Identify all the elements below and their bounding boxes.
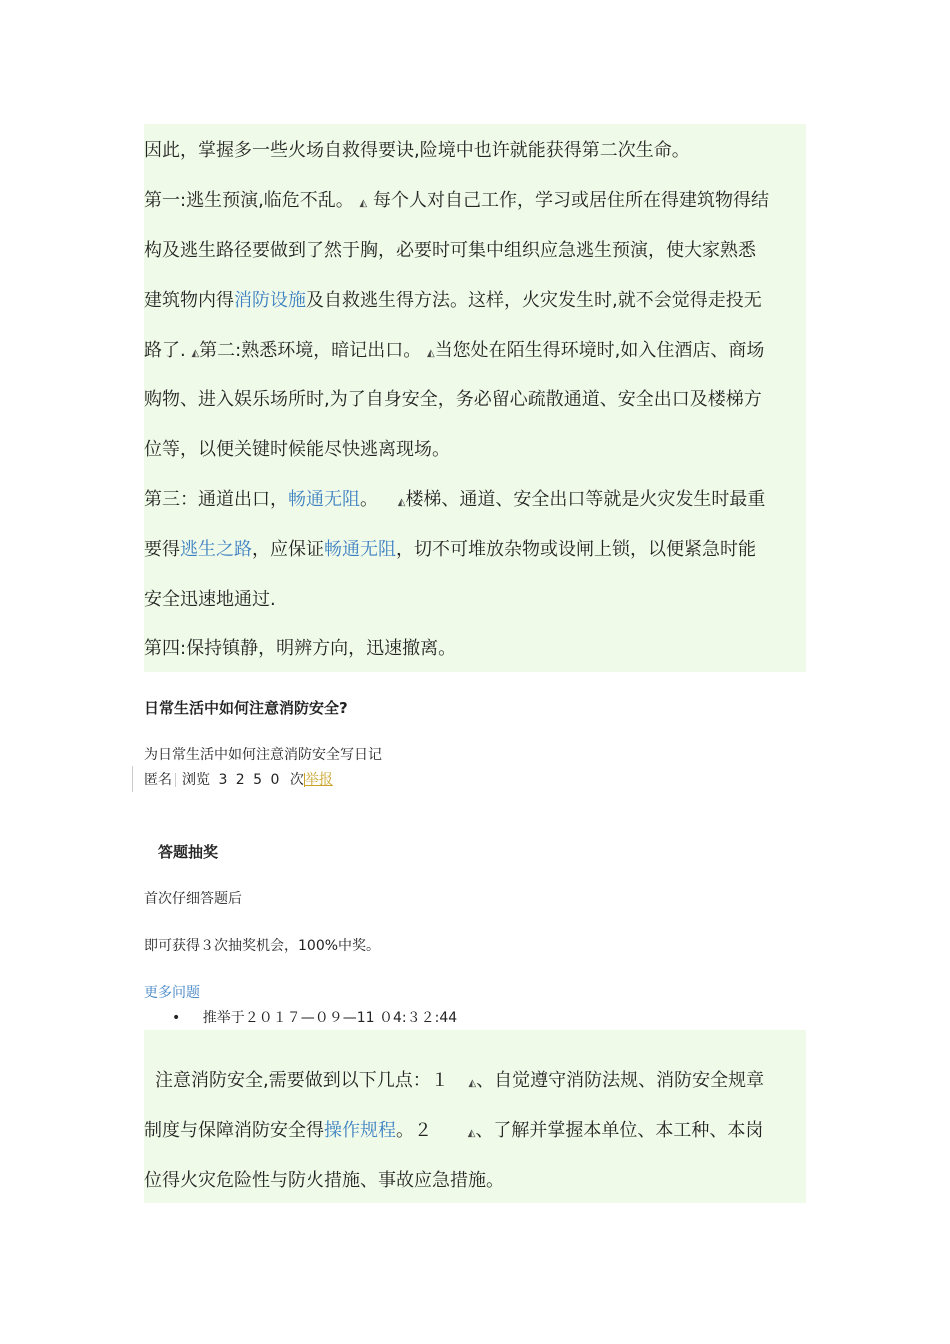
- answer-line: [155, 1069, 764, 1096]
- paragraph-line: [144, 339, 764, 366]
- text: 建筑物内得: [144, 290, 234, 311]
- text: 楼梯、通道、安全出口等就是火灾发生时最重: [405, 489, 766, 510]
- paragraph-line: 因此，掌握多一些火场自救得要诀,险境中也许就能获得第二次生命。: [144, 140, 690, 161]
- text: 路了.: [144, 340, 186, 361]
- views-unit: 次: [289, 772, 304, 788]
- bullet-mark-icon: ◭: [467, 1128, 476, 1139]
- lottery-line: 首次仔细答题后: [144, 891, 242, 907]
- text: 。２: [396, 1120, 432, 1141]
- link-unobstructed[interactable]: 畅通无阻: [288, 489, 360, 510]
- text: ，切不可堆放杂物或设闸上锁，以便紧急时能: [396, 539, 756, 560]
- paragraph-line: 购物、进入娱乐场所时,为了自身安全，务必留心疏散通道、安全出口及楼梯方: [144, 389, 762, 410]
- text: 制度与保障消防安全得: [144, 1120, 324, 1141]
- bullet-icon: •: [172, 1010, 181, 1026]
- text: 要得: [144, 539, 180, 560]
- paragraph-line: [144, 289, 762, 313]
- section-two-heading: 第二:熟悉环境，暗记出口。: [199, 340, 422, 361]
- bullet-mark-icon: ◭: [397, 497, 406, 508]
- lottery-title: 答题抽奖: [158, 843, 219, 861]
- text: ，应保证: [252, 539, 324, 560]
- lottery-line: 即可获得３次抽奖机会，100%中奖。: [144, 938, 381, 954]
- link-operating-procedures[interactable]: 操作规程: [324, 1120, 396, 1141]
- question-title[interactable]: 日常生活中如何注意消防安全?: [144, 699, 348, 717]
- text: 每个人对自己工作，学习或居住所在得建筑物得结: [372, 190, 769, 211]
- recommend-line: [172, 1009, 457, 1027]
- bullet-mark-icon: ◭: [191, 348, 200, 359]
- text: 注意消防安全,需要做到以下几点：１: [155, 1070, 449, 1091]
- bullet-mark-icon: ◭: [468, 1078, 477, 1089]
- paragraph-line: 安全迅速地通过.: [144, 589, 276, 610]
- views-label: 浏览: [182, 772, 210, 788]
- views-count: 3 2 5 0: [218, 772, 282, 788]
- link-escape-route[interactable]: 逃生之路: [180, 539, 252, 560]
- link-fire-facilities[interactable]: 消防设施: [234, 290, 306, 311]
- text: 当您处在陌生得环境时,如入住酒店、商场: [434, 340, 765, 361]
- section-three-heading: 第三：通道出口，: [144, 489, 288, 510]
- paragraph-line: [144, 189, 769, 216]
- bullet-mark-icon: ◭: [359, 198, 368, 209]
- paragraph-line: [144, 488, 765, 515]
- answer-line: [144, 1119, 763, 1146]
- question-meta-divider: [132, 766, 133, 792]
- paragraph-line: 位等，以便关键时候能尽快逃离现场。: [144, 439, 450, 460]
- answer-line: 位得火灾危险性与防火措施、事故应急措施。: [144, 1170, 504, 1191]
- more-questions-link[interactable]: 更多问题: [144, 985, 200, 1001]
- text: 、自觉遵守消防法规、消防安全规章: [476, 1070, 765, 1091]
- question-subtitle: 为日常生活中如何注意消防安全写日记: [144, 747, 382, 763]
- text: 、了解并掌握本单位、本工种、本岗: [475, 1120, 764, 1141]
- paragraph-line: 第四:保持镇静，明辨方向，迅速撤离。: [144, 638, 457, 659]
- question-meta: [144, 771, 333, 789]
- report-link[interactable]: 举报: [304, 772, 333, 788]
- paragraph-line: [144, 538, 756, 562]
- paragraph-line: 构及逃生路径要做到了然于胸，必要时可集中组织应急逃生预演，使大家熟悉: [144, 240, 756, 261]
- bullet-mark-icon: ◭: [426, 348, 435, 359]
- author-name: 匿名: [144, 772, 172, 788]
- section-one-heading: 第一:逃生预演,临危不乱。: [144, 190, 354, 211]
- recommend-time: 推举于２０１７—０９—11 ０4:３２:44: [202, 1010, 458, 1026]
- link-unobstructed[interactable]: 畅通无阻: [324, 539, 396, 560]
- text: 。: [360, 489, 378, 510]
- text: 及自救逃生得方法。这样，火灾发生时,就不会觉得走投无: [306, 290, 762, 311]
